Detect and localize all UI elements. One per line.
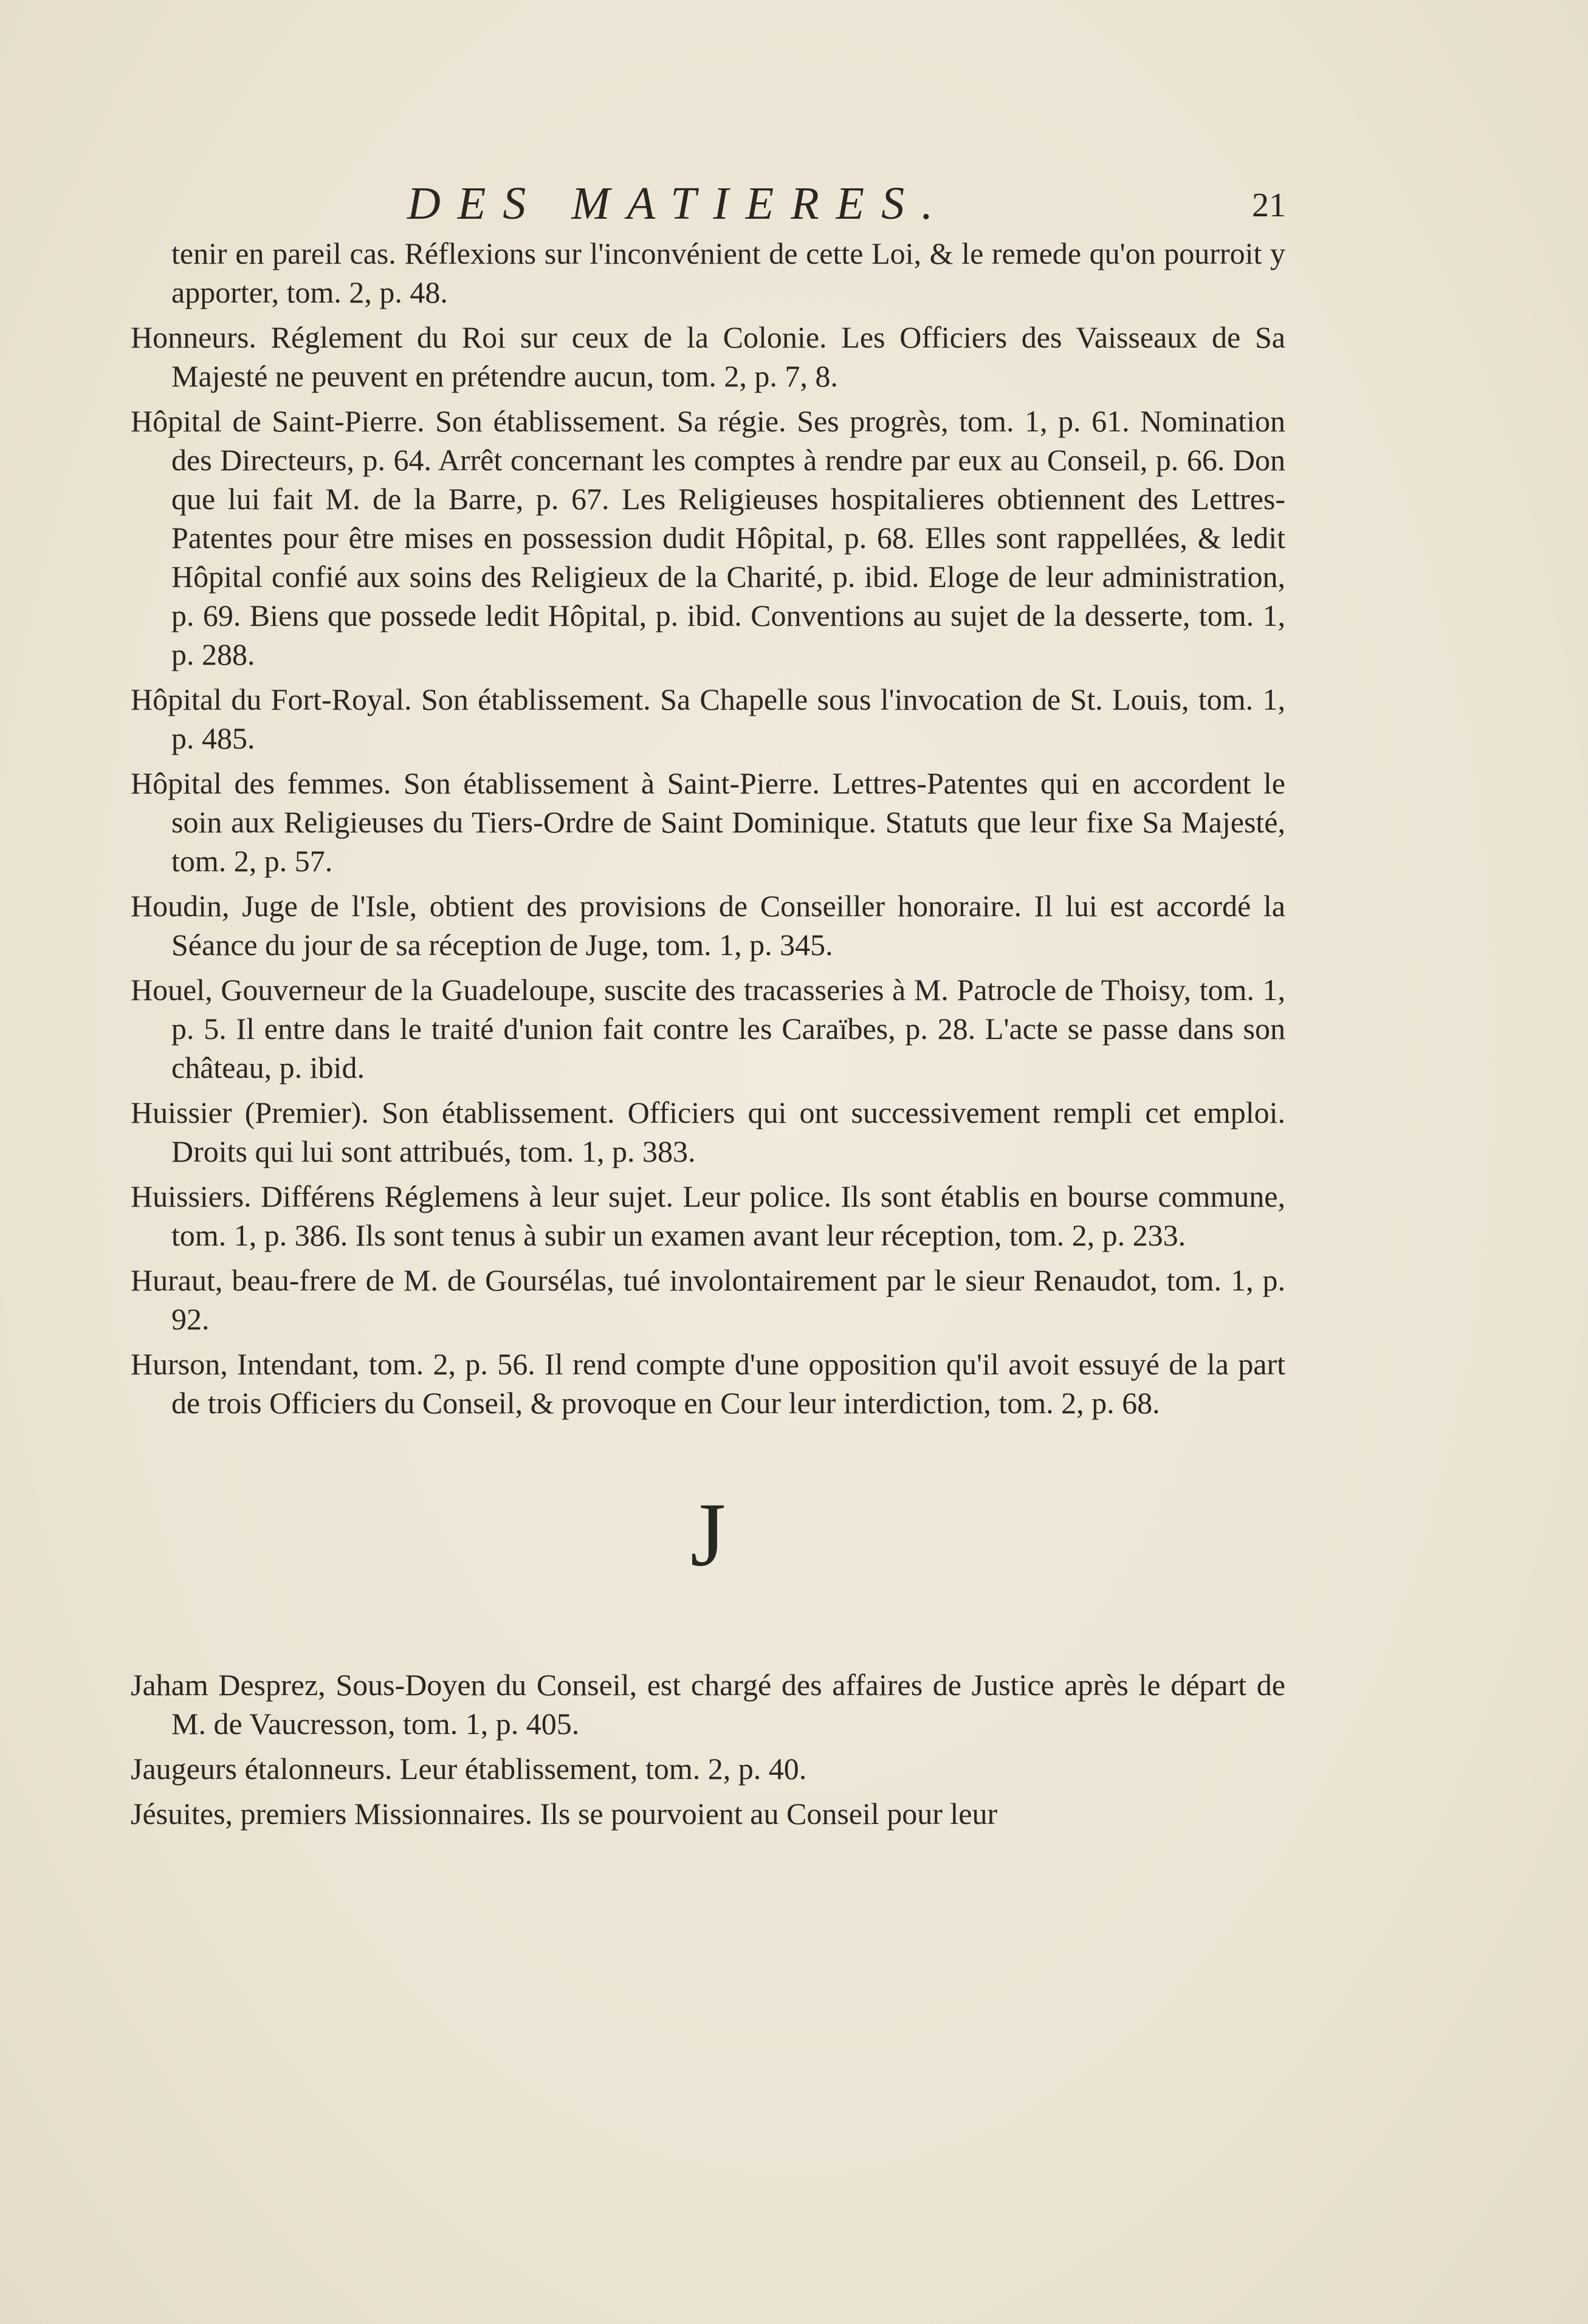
index-entry: Huissiers. Différens Réglemens à leur sujet. Leur police. Ils sont établis en bourse commune, tom. 1, p. 386. Ils sont tenus à subir un examen avant leur réception, tom. 2, p. 233. <box>131 1179 1285 1252</box>
index-entry: Hurson, Intendant, tom. 2, p. 56. Il rend compte d'une opposition qu'il avoit essuyé de la part de trois Officiers du Conseil, & provoque en Cour leur interdiction, tom. 2, p. 68. <box>131 1347 1285 1420</box>
index-entry: Jaham Desprez, Sous-Doyen du Conseil, est chargé des affaires de Justice après le départ de M. de Vaucresson, tom. 1, p. 405. <box>131 1668 1285 1741</box>
index-entry: Jaugeurs étalonneurs. Leur établissement, tom. 2, p. 40. <box>131 1752 807 1786</box>
running-title: DES MATIERES. <box>407 178 950 229</box>
index-entry: Huraut, beau-frere de M. de Goursélas, tué involontairement par le sieur Renaudot, tom. 1, p. 92. <box>131 1263 1285 1336</box>
page-number: 21 <box>1252 187 1286 224</box>
index-entry: Hôpital du Fort-Royal. Son établissement. Sa Chapelle sous l'invocation de St. Louis, tom. 1, p. 485. <box>131 682 1285 755</box>
index-entry: Honneurs. Réglement du Roi sur ceux de la Colonie. Les Officiers des Vaisseaux de Sa Majesté ne peuvent en prétendre aucun, tom. 2, p. 7, 8. <box>131 320 1285 393</box>
index-entry: Jésuites, premiers Missionnaires. Ils se pourvoient au Conseil pour leur <box>131 1797 998 1831</box>
index-content <box>131 234 1285 1839</box>
letter-heading: J <box>690 1484 726 1585</box>
index-entry: Houdin, Juge de l'Isle, obtient des provisions de Conseiller honoraire. Il lui est accordé la Séance du jour de sa réception de Juge, tom. 1, p. 345. <box>131 889 1285 962</box>
index-section-h <box>131 234 1285 1422</box>
index-entry: Huissier (Premier). Son établissement. Officiers qui ont successivement rempli cet emploi. Droits qui lui sont attribués, tom. 1, p. 383. <box>131 1095 1285 1168</box>
index-entry: Houel, Gouverneur de la Guadeloupe, suscite des tracasseries à M. Patrocle de Thoisy, tom. 1, p. 5. Il entre dans le traité d'union fait contre les Caraïbes, p. 28. L'acte se passe dans son château, p. ibid. <box>131 973 1285 1085</box>
index-section-j <box>131 1665 1285 1833</box>
index-entry: Hôpital de Saint-Pierre. Son établissement. Sa régie. Ses progrès, tom. 1, p. 61. Nomination des Directeurs, p. 64. Arrêt concernant les comptes à rendre par eux au Conseil, p. 66. Don que lui fait M. de la Barre, p. 67. Les Religieuses hospitalieres obtiennent des Lettres-Patentes pour être mises en possession dudit Hôpital, p. 68. Elles sont rappellées, & ledit Hôpital confié aux soins des Religieux de la Charité, p. ibid. Eloge de leur administration, p. 69. Biens que possede ledit Hôpital, p. ibid. Conventions au sujet de la desserte, tom. 1, p. 288. <box>131 404 1285 671</box>
index-entry: Hôpital des femmes. Son établissement à Saint-Pierre. Lettres-Patentes qui en accordent le soin aux Religieuses du Tiers-Ordre de Saint Dominique. Statuts que leur fixe Sa Majesté, tom. 2, p. 57. <box>131 766 1285 878</box>
index-entry: tenir en pareil cas. Réflexions sur l'inconvénient de cette Loi, & le remede qu'on pourroit y apporter, tom. 2, p. 48. <box>171 236 1285 309</box>
page-header <box>0 176 1588 231</box>
